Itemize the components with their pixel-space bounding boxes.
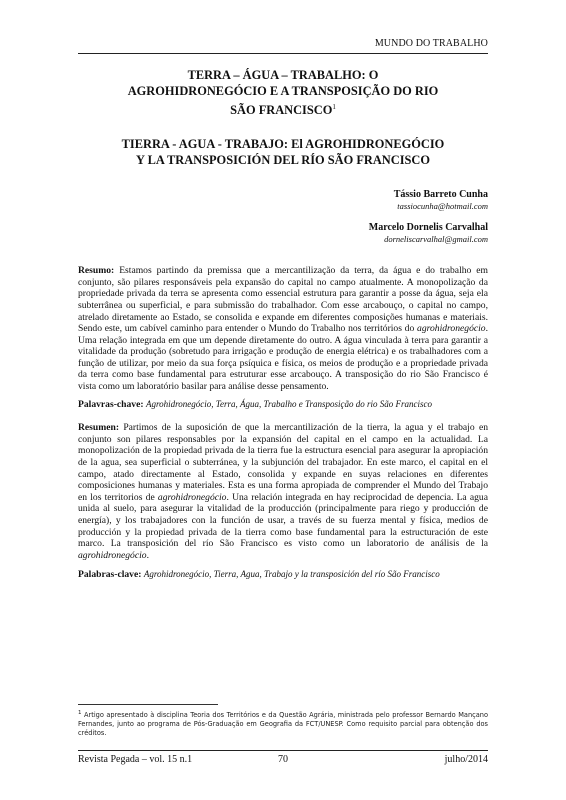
footer-rule xyxy=(78,750,488,751)
abstract-italic-term: agrohidronegócio xyxy=(417,323,486,335)
resumen-italic-term: agrohidronegócio xyxy=(78,549,147,561)
running-header: MUNDO DO TRABALHO xyxy=(374,38,488,49)
author-name: Marcelo Dornelis Carvalhal xyxy=(368,222,488,234)
footnote-rule xyxy=(78,704,218,705)
article-body xyxy=(78,58,488,581)
keywords-portuguese xyxy=(78,399,488,411)
title-es-line-1: TIERRA - AGUA - TRABAJO: El AGROHIDRONEGÓCIO xyxy=(121,137,445,152)
resumen-label: Resumen: xyxy=(78,422,120,434)
palabras-clave-label: Palabras-clave: xyxy=(78,569,142,581)
title-pt-line-1: TERRA – ÁGUA – TRABALHO: O xyxy=(187,68,379,82)
title-pt-line-3: SÃO FRANCISCO xyxy=(230,103,333,118)
title-es-line-2: Y LA TRANSPOSICIÓN DEL RÍO SÃO FRANCISCO xyxy=(136,153,430,168)
abstract-text: Estamos partindo da premissa que a mercantilização da terra, da água e do trabalho em conjunto, são pilares responsáveis pela expansão do capital no campo atualmente. A monopolização da propriedade privada da terra se apresenta como essencial estrutura para garantir a posse da água, seja ela subterrânea ou superficial, e para submissão do trabalhador. Com esse arcabouço, o capital no campo, atrelado diretamente ao Estado, se consolida e expande em diferentes composições humanas e materiais. Sendo este, um cabível caminho para entender o Mundo do Trabalho nos territórios do xyxy=(78,265,488,335)
resumen-italic-term: agrohidronegócio xyxy=(157,491,227,503)
author-email: dorneliscarvalhal@gmail.com xyxy=(384,234,488,245)
resumen-text: . Una relación integrada en hay reciprocidad de depencia. La agua unida al suelo, para asegurar la vitalidad de la producción (principalmente para riego y producción de energía), y los trabajadores con la función de usar, a través de su fuerza mental y física, medios de producción y la propiedad privada de la tierra como base fundamental para la estructuración de este marco. La transposición del río São Francisco es visto como un laboratorio de análisis de la xyxy=(78,491,488,550)
footnote-text: Artigo apresentado à disciplina Teoria dos Territórios e da Questão Agrária, ministrada pelo professor Bernardo Mançano Fernandes, junto ao programa de Pós-Graduação em Geografia da FCT/UNESP. Como requisito parcial para obtenção dos créditos. xyxy=(78,711,488,738)
footnote-mark: 1 xyxy=(78,710,82,716)
keywords-text: Agrohidronegócio, Terra, Água, Trabalho e Transposição do rio São Francisco xyxy=(145,398,432,409)
keywords-label: Palavras-chave: xyxy=(78,398,144,410)
title-footnote-mark: 1 xyxy=(332,103,336,111)
title-portuguese xyxy=(78,67,488,118)
author-name: Tássio Barreto Cunha xyxy=(393,189,488,201)
footnote xyxy=(78,709,488,738)
resumen-text: . xyxy=(146,549,149,561)
palabras-clave-text: Agrohidronegócio, Tierra, Agua, Trabajo y la transposición del río São Francisco xyxy=(143,569,440,580)
page-number: 70 xyxy=(278,754,288,765)
abstract-label: Resumo: xyxy=(78,265,115,277)
abstract-text: . Uma relação integrada em que um depende diretamente do outro. A água vinculada à terra para garantir a vitalidade da produção (sobretudo para irrigação e produção de energia elétrica) e os trabalhadores com a função de utilizar, por meio da sua força psíquica e física, os meios de produção e a propriedade privada da terra como base fundamental para estruturar esse arcabouço. A transposição do rio São Francisco é vista como um laboratório basilar para análise desse pensamento. xyxy=(78,323,488,393)
keywords-spanish xyxy=(78,569,488,581)
header-rule xyxy=(78,53,488,54)
issue-date: julho/2014 xyxy=(444,754,488,765)
title-spanish xyxy=(78,136,488,168)
abstract-spanish xyxy=(78,422,488,561)
resumen-text: Partimos de la suposición de que la mercantilización de la tierra, la agua y el trabajo en conjunto son pilares responsables por la expansión del capital en el campo en la actualidad. La monopolización de la propiedad privada de la tierra fue la estructura esencial para asegurar la apropiación de la agua, sea superficial o subterránea, y la subjunción del trabajador. En este marco, el capital en el campo, atado directamente al Estado, consolida y expande en suyas relaciones en diferentes composiciones humanas y materiales. Esta es una forma apropiada de comprender el Mundo del Trabajo en los territorios de xyxy=(78,422,488,503)
journal-citation: Revista Pegada – vol. 15 n.1 xyxy=(78,754,193,765)
abstract-portuguese xyxy=(78,265,488,393)
author-email: tassiocunha@hotmail.com xyxy=(397,201,488,212)
title-pt-line-2: AGROHIDRONEGÓCIO E A TRANSPOSIÇÃO DO RIO xyxy=(127,84,439,98)
